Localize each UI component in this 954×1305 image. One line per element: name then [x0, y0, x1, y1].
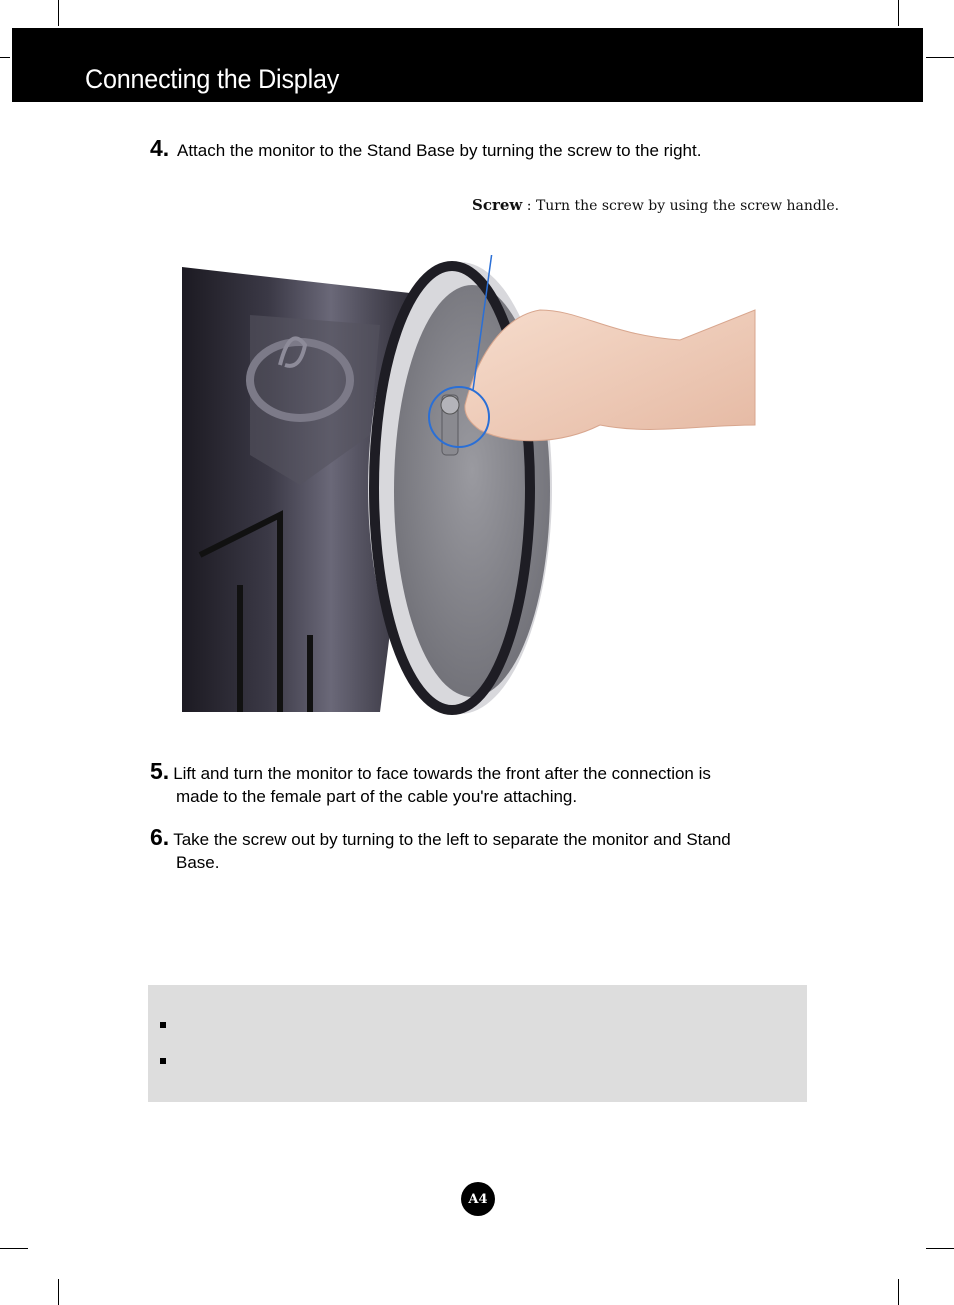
callout-text: : Turn the screw by using the screw handle. [522, 198, 840, 214]
crop-mark [926, 1248, 954, 1249]
page-number-badge: A4 [461, 1182, 495, 1216]
note-box [148, 985, 807, 1102]
step-number: 6. [150, 824, 170, 850]
bullet-marker [160, 1058, 166, 1064]
step-text-line-1: Take the screw out by turning to the left to separate the monitor and Stand [173, 830, 731, 849]
step-number: 5. [150, 758, 170, 784]
screw-head [441, 396, 459, 414]
crop-mark [898, 0, 899, 26]
step-text: Attach the monitor to the Stand Base by turning the screw to the right. [176, 141, 702, 160]
step-text-line-2: made to the female part of the cable you're attaching. [176, 787, 578, 806]
crop-mark [0, 57, 10, 58]
crop-mark [0, 1248, 28, 1249]
crop-mark [58, 0, 59, 26]
bullet-marker [160, 1022, 166, 1028]
stand-base-illustration [180, 255, 770, 717]
step-6 [150, 826, 731, 874]
callout-label: Screw [472, 196, 523, 214]
crop-mark [898, 1279, 899, 1305]
step-text-line-2: Base. [176, 853, 220, 872]
step-5 [150, 760, 711, 808]
crop-mark [58, 1279, 59, 1305]
step-text-line-1: Lift and turn the monitor to face towards the front after the connection is [173, 764, 711, 783]
page-title: Connecting the Display [85, 64, 340, 94]
hand [465, 310, 755, 441]
step-4 [150, 137, 701, 162]
screw-callout [472, 196, 839, 214]
step-number: 4. [150, 135, 170, 161]
crop-mark [926, 57, 954, 58]
